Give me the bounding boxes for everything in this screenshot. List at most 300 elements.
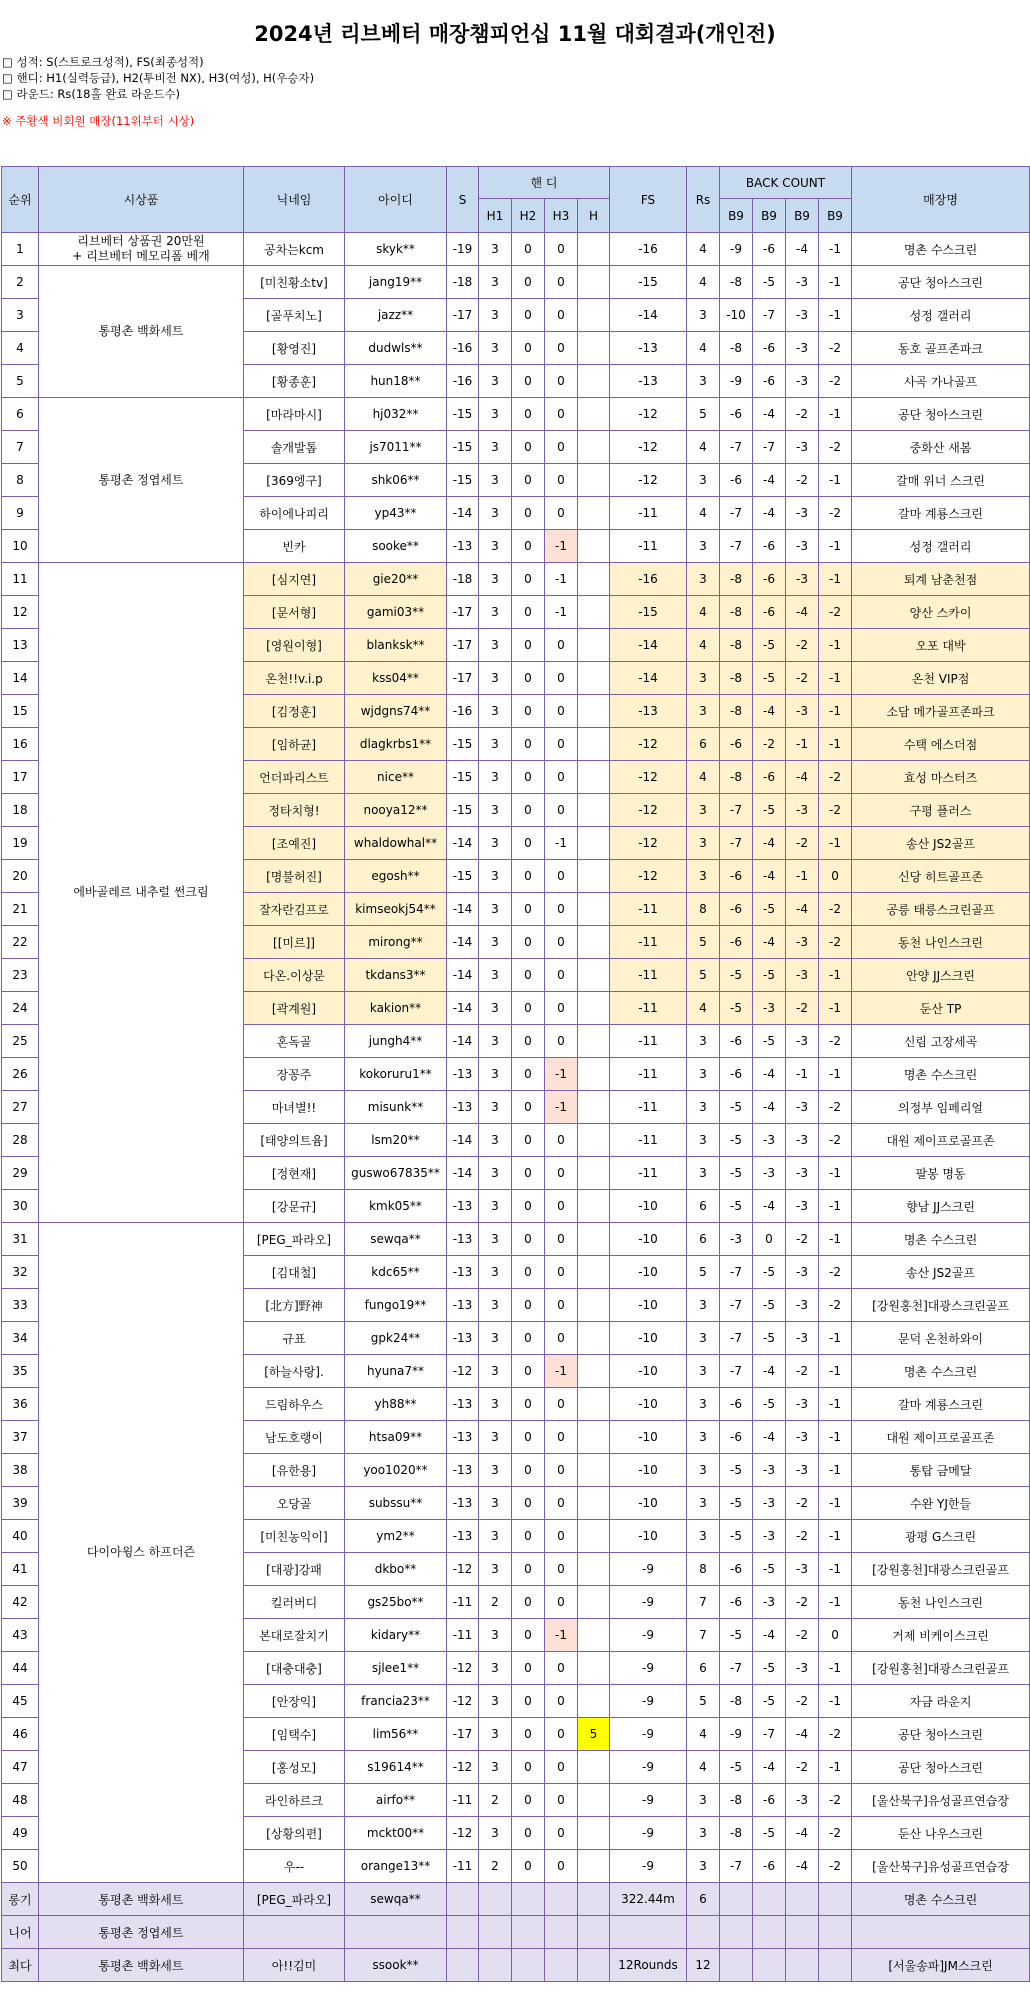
s-cell: -17: [447, 1718, 479, 1751]
fs-cell: -14: [610, 662, 687, 695]
b9-cell: -3: [786, 1091, 819, 1124]
prize-cell: 통평촌 백화세트: [39, 266, 244, 398]
table-row: [2, 233, 1030, 266]
h2-cell: 0: [512, 530, 545, 563]
store-cell: 송산 JS2골프: [852, 1256, 1030, 1289]
empty-cell: [578, 1949, 610, 1982]
table-row: [2, 1223, 1030, 1256]
empty-cell: [819, 1883, 852, 1916]
h3-cell: -1: [545, 563, 578, 596]
nickname-cell: 킬러버디: [244, 1586, 345, 1619]
store-cell: 의정부 임페리얼: [852, 1091, 1030, 1124]
fs-cell: -11: [610, 959, 687, 992]
b9-cell: -8: [720, 332, 753, 365]
h2-cell: 0: [512, 1454, 545, 1487]
id-cell: js7011**: [345, 431, 447, 464]
b9-cell: -2: [819, 365, 852, 398]
b9-cell: -1: [819, 1751, 852, 1784]
nickname-cell: [미친농익이]: [244, 1520, 345, 1553]
id-cell: fungo19**: [345, 1289, 447, 1322]
h-cell: [578, 563, 610, 596]
rank-cell: 13: [2, 629, 39, 662]
b9-cell: -1: [819, 398, 852, 431]
s-cell: -14: [447, 992, 479, 1025]
b9-cell: -2: [786, 1586, 819, 1619]
id-cell: gpk24**: [345, 1322, 447, 1355]
b9-cell: -2: [786, 992, 819, 1025]
h1-cell: 3: [479, 761, 512, 794]
nickname-cell: [영원이형]: [244, 629, 345, 662]
id-cell: subssu**: [345, 1487, 447, 1520]
h1-cell: 3: [479, 1256, 512, 1289]
note-rounds: □ 라운드: Rs(18홀 완료 라운드수): [2, 87, 181, 101]
id-cell: jazz**: [345, 299, 447, 332]
h3-cell: 0: [545, 1553, 578, 1586]
b9-cell: -1: [819, 1157, 852, 1190]
b9-cell: -5: [720, 1454, 753, 1487]
id-cell: gie20**: [345, 563, 447, 596]
h1-cell: 3: [479, 1124, 512, 1157]
nickname-cell: [임택수]: [244, 1718, 345, 1751]
s-cell: -13: [447, 1190, 479, 1223]
rs-cell: 3: [687, 1322, 720, 1355]
h-cell: [578, 860, 610, 893]
store-cell: 소담 메가골프존파크: [852, 695, 1030, 728]
fs-cell: -12: [610, 728, 687, 761]
s-cell: -14: [447, 1025, 479, 1058]
h-cell: [578, 1256, 610, 1289]
b9-cell: -6: [753, 530, 786, 563]
b9-cell: -1: [819, 629, 852, 662]
col-rank: 순위: [2, 167, 39, 233]
b9-cell: -2: [819, 1289, 852, 1322]
s-cell: -11: [447, 1784, 479, 1817]
b9-cell: -6: [720, 1586, 753, 1619]
store-cell: 효성 마스터즈: [852, 761, 1030, 794]
b9-cell: -1: [786, 860, 819, 893]
h-cell: [578, 1784, 610, 1817]
nickname-cell: 솔개발톱: [244, 431, 345, 464]
h1-cell: 3: [479, 926, 512, 959]
fs-cell: -10: [610, 1454, 687, 1487]
rs-cell: 4: [687, 1751, 720, 1784]
store-cell: [서울송파]JM스크린: [852, 1949, 1030, 1982]
empty-cell: [578, 1883, 610, 1916]
col-h: H: [578, 199, 610, 233]
fs-cell: -10: [610, 1355, 687, 1388]
b9-cell: -5: [753, 1553, 786, 1586]
id-cell: egosh**: [345, 860, 447, 893]
store-cell: 대원 제이프로골프존: [852, 1421, 1030, 1454]
b9-cell: -4: [786, 233, 819, 266]
b9-cell: -1: [819, 695, 852, 728]
rank-cell: 20: [2, 860, 39, 893]
h2-cell: 0: [512, 1124, 545, 1157]
store-cell: 둔산 나우스크린: [852, 1817, 1030, 1850]
nickname-cell: 다온.이상문: [244, 959, 345, 992]
b9-cell: -8: [720, 1817, 753, 1850]
rs-cell: 3: [687, 1091, 720, 1124]
s-cell: -13: [447, 530, 479, 563]
s-cell: -13: [447, 1223, 479, 1256]
h2-cell: 0: [512, 1520, 545, 1553]
rs-cell: 6: [687, 1190, 720, 1223]
s-cell: -13: [447, 1322, 479, 1355]
store-cell: 명촌 수스크린: [852, 1355, 1030, 1388]
h3-cell: 0: [545, 464, 578, 497]
b9-cell: -6: [720, 1421, 753, 1454]
rank-cell: 3: [2, 299, 39, 332]
nickname-cell: [대충대충]: [244, 1652, 345, 1685]
h-cell: [578, 596, 610, 629]
nickname-cell: [황종훈]: [244, 365, 345, 398]
b9-cell: -5: [753, 1256, 786, 1289]
b9-cell: -1: [819, 992, 852, 1025]
store-cell: 문덕 온천하와이: [852, 1322, 1030, 1355]
b9-cell: -2: [786, 1751, 819, 1784]
s-cell: -14: [447, 827, 479, 860]
h3-cell: 0: [545, 1586, 578, 1619]
nickname-cell: [北方]野神: [244, 1289, 345, 1322]
fs-cell: -15: [610, 266, 687, 299]
rank-cell: 27: [2, 1091, 39, 1124]
nickname-cell: [상황의편]: [244, 1817, 345, 1850]
h-cell: [578, 266, 610, 299]
h-cell: [578, 530, 610, 563]
rank-cell: 25: [2, 1025, 39, 1058]
rank-cell: 7: [2, 431, 39, 464]
b9-cell: -5: [753, 662, 786, 695]
s-cell: -17: [447, 596, 479, 629]
h3-cell: 0: [545, 794, 578, 827]
nickname-cell: 온천!!v.i.p: [244, 662, 345, 695]
store-cell: 수완 YJ한들: [852, 1487, 1030, 1520]
h2-cell: 0: [512, 596, 545, 629]
b9-cell: -3: [786, 563, 819, 596]
s-cell: -15: [447, 761, 479, 794]
b9-cell: -4: [753, 1619, 786, 1652]
b9-cell: -5: [753, 1652, 786, 1685]
h1-cell: 3: [479, 1553, 512, 1586]
col-h1: H1: [479, 199, 512, 233]
col-nickname: 닉네임: [244, 167, 345, 233]
nickname-cell: 정타치형!: [244, 794, 345, 827]
store-cell: 갈매 위너 스크린: [852, 464, 1030, 497]
h1-cell: 3: [479, 1322, 512, 1355]
nickname-cell: 공차는kcm: [244, 233, 345, 266]
b9-cell: -3: [753, 1586, 786, 1619]
rank-cell: 50: [2, 1850, 39, 1883]
id-cell: gami03**: [345, 596, 447, 629]
h3-cell: 0: [545, 1685, 578, 1718]
b9-cell: -2: [786, 629, 819, 662]
h3-cell: 0: [545, 1124, 578, 1157]
empty-cell: [512, 1949, 545, 1982]
nickname-cell: [김대철]: [244, 1256, 345, 1289]
nickname-cell: 드림하우스: [244, 1388, 345, 1421]
fs-cell: -10: [610, 1289, 687, 1322]
b9-cell: -3: [786, 1784, 819, 1817]
b9-cell: -7: [720, 431, 753, 464]
col-fs: FS: [610, 167, 687, 233]
h-cell: [578, 1091, 610, 1124]
id-cell: kss04**: [345, 662, 447, 695]
rank-cell: 4: [2, 332, 39, 365]
b9-cell: -4: [786, 761, 819, 794]
results-table: [1, 166, 1030, 1982]
h2-cell: 0: [512, 563, 545, 596]
store-cell: 향남 JJ스크린: [852, 1190, 1030, 1223]
b9-cell: -4: [753, 860, 786, 893]
b9-cell: -6: [720, 860, 753, 893]
b9-cell: -6: [753, 761, 786, 794]
store-cell: 공단 청아스크린: [852, 266, 1030, 299]
b9-cell: -8: [720, 629, 753, 662]
rank-cell: 5: [2, 365, 39, 398]
h1-cell: 2: [479, 1784, 512, 1817]
h3-cell: 0: [545, 662, 578, 695]
b9-cell: -5: [753, 794, 786, 827]
h1-cell: 3: [479, 629, 512, 662]
fs-cell: -12: [610, 827, 687, 860]
h1-cell: 3: [479, 530, 512, 563]
h3-cell: 0: [545, 398, 578, 431]
h-cell: [578, 1190, 610, 1223]
table-row: [2, 266, 1030, 299]
id-cell: ym2**: [345, 1520, 447, 1553]
b9-cell: -5: [720, 1124, 753, 1157]
h-cell: [578, 1751, 610, 1784]
id-cell: misunk**: [345, 1091, 447, 1124]
fs-cell: -13: [610, 332, 687, 365]
rs-cell: 3: [687, 530, 720, 563]
h-cell: [578, 794, 610, 827]
b9-cell: -1: [819, 1388, 852, 1421]
h1-cell: 3: [479, 794, 512, 827]
s-cell: -18: [447, 563, 479, 596]
b9-cell: -7: [720, 1355, 753, 1388]
b9-cell: -2: [786, 1487, 819, 1520]
id-cell: blanksk**: [345, 629, 447, 662]
rs-cell: 3: [687, 365, 720, 398]
b9-cell: -4: [753, 398, 786, 431]
h-cell: [578, 1025, 610, 1058]
h-cell: [578, 1817, 610, 1850]
store-cell: 명촌 수스크린: [852, 1223, 1030, 1256]
b9-cell: -3: [753, 992, 786, 1025]
b9-cell: -1: [819, 530, 852, 563]
rs-cell: 4: [687, 233, 720, 266]
store-cell: [울산북구]유성골프연습장: [852, 1784, 1030, 1817]
h3-cell: -1: [545, 530, 578, 563]
h-cell: [578, 761, 610, 794]
rank-cell: 31: [2, 1223, 39, 1256]
nickname-cell: [유한용]: [244, 1454, 345, 1487]
rs-cell: 6: [687, 1652, 720, 1685]
rank-cell: 42: [2, 1586, 39, 1619]
h2-cell: 0: [512, 464, 545, 497]
b9-cell: -5: [720, 1091, 753, 1124]
rs-cell: 6: [687, 728, 720, 761]
b9-cell: -3: [753, 1157, 786, 1190]
store-cell: 사곡 가나골프: [852, 365, 1030, 398]
s-cell: -14: [447, 893, 479, 926]
b9-cell: -1: [819, 266, 852, 299]
empty-cell: [720, 1949, 753, 1982]
b9-cell: -5: [720, 1751, 753, 1784]
b9-cell: -8: [720, 662, 753, 695]
h1-cell: 3: [479, 497, 512, 530]
s-cell: -11: [447, 1619, 479, 1652]
col-rs: Rs: [687, 167, 720, 233]
b9-cell: -8: [720, 596, 753, 629]
b9-cell: -5: [753, 629, 786, 662]
nickname-cell: [홍성모]: [244, 1751, 345, 1784]
b9-cell: -1: [819, 1685, 852, 1718]
store-cell: 둔산 TP: [852, 992, 1030, 1025]
rank-cell: 17: [2, 761, 39, 794]
h1-cell: 3: [479, 1025, 512, 1058]
id-cell: kdc65**: [345, 1256, 447, 1289]
h1-cell: 3: [479, 1157, 512, 1190]
b9-cell: -3: [786, 1388, 819, 1421]
h3-cell: 0: [545, 893, 578, 926]
b9-cell: -7: [720, 1256, 753, 1289]
b9-cell: -6: [720, 464, 753, 497]
h2-cell: 0: [512, 233, 545, 266]
h1-cell: 2: [479, 1850, 512, 1883]
nickname-cell: [정현재]: [244, 1157, 345, 1190]
id-cell: yoo1020**: [345, 1454, 447, 1487]
store-cell: 신당 히트골프존: [852, 860, 1030, 893]
s-cell: -13: [447, 1289, 479, 1322]
id-cell: nooya12**: [345, 794, 447, 827]
h1-cell: 3: [479, 827, 512, 860]
b9-cell: -2: [819, 1025, 852, 1058]
b9-cell: -4: [786, 1817, 819, 1850]
fs-cell: -11: [610, 1124, 687, 1157]
b9-cell: -1: [819, 728, 852, 761]
rs-cell: 12: [687, 1949, 720, 1982]
s-cell: -13: [447, 1487, 479, 1520]
empty-cell: [447, 1916, 479, 1949]
h3-cell: 0: [545, 1817, 578, 1850]
h2-cell: 0: [512, 728, 545, 761]
s-cell: -17: [447, 662, 479, 695]
nickname-cell: 우--: [244, 1850, 345, 1883]
fs-cell: 12Rounds: [610, 1949, 687, 1982]
nickname-cell: 장꽁주: [244, 1058, 345, 1091]
rank-cell: 14: [2, 662, 39, 695]
fs-cell: -9: [610, 1619, 687, 1652]
s-cell: -15: [447, 464, 479, 497]
empty-cell: [819, 1916, 852, 1949]
h2-cell: 0: [512, 1784, 545, 1817]
b9-cell: -1: [786, 728, 819, 761]
rank-cell: 45: [2, 1685, 39, 1718]
id-cell: dlagkrbs1**: [345, 728, 447, 761]
id-cell: guswo67835**: [345, 1157, 447, 1190]
h-cell: [578, 1487, 610, 1520]
store-cell: 동호 골프존파크: [852, 332, 1030, 365]
nickname-cell: [PEG_파라오]: [244, 1883, 345, 1916]
h1-cell: 3: [479, 1685, 512, 1718]
h2-cell: 0: [512, 1289, 545, 1322]
empty-cell: [786, 1916, 819, 1949]
s-cell: -12: [447, 1817, 479, 1850]
nickname-cell: 남도호랭이: [244, 1421, 345, 1454]
awards-body: [2, 1883, 1030, 1982]
h3-cell: 0: [545, 1454, 578, 1487]
s-cell: -14: [447, 959, 479, 992]
h2-cell: 0: [512, 1223, 545, 1256]
prize-cell: 리브베터 상품권 20만원 + 리브베터 메모리폼 베개: [39, 233, 244, 266]
empty-cell: [786, 1949, 819, 1982]
fs-cell: -11: [610, 893, 687, 926]
b9-cell: -2: [786, 398, 819, 431]
fs-cell: -11: [610, 1091, 687, 1124]
fs-cell: -11: [610, 1025, 687, 1058]
h-cell: [578, 695, 610, 728]
rs-cell: 3: [687, 1124, 720, 1157]
rank-cell: 1: [2, 233, 39, 266]
fs-cell: [610, 1916, 687, 1949]
h3-cell: -1: [545, 1091, 578, 1124]
nickname-cell: [안장익]: [244, 1685, 345, 1718]
h1-cell: 3: [479, 398, 512, 431]
h2-cell: 0: [512, 1322, 545, 1355]
h3-cell: -1: [545, 1058, 578, 1091]
b9-cell: -2: [819, 794, 852, 827]
h-cell: [578, 1652, 610, 1685]
b9-cell: -1: [819, 1223, 852, 1256]
fs-cell: -11: [610, 992, 687, 1025]
store-cell: [강원홍천]대광스크린골프: [852, 1553, 1030, 1586]
b9-cell: -3: [753, 1520, 786, 1553]
rs-cell: 4: [687, 497, 720, 530]
h-cell: [578, 1421, 610, 1454]
h1-cell: 3: [479, 1223, 512, 1256]
empty-cell: [479, 1949, 512, 1982]
s-cell: -13: [447, 1256, 479, 1289]
b9-cell: -5: [753, 1025, 786, 1058]
h3-cell: 0: [545, 959, 578, 992]
fs-cell: -11: [610, 1058, 687, 1091]
h1-cell: 3: [479, 1817, 512, 1850]
rank-cell: 46: [2, 1718, 39, 1751]
col-h2: H2: [512, 199, 545, 233]
h-cell: [578, 299, 610, 332]
s-cell: -18: [447, 266, 479, 299]
b9-cell: -2: [819, 431, 852, 464]
rs-cell: 7: [687, 1619, 720, 1652]
id-cell: sewqa**: [345, 1883, 447, 1916]
b9-cell: -5: [753, 893, 786, 926]
b9-cell: -2: [786, 464, 819, 497]
h-cell: [578, 1388, 610, 1421]
rank-cell: 11: [2, 563, 39, 596]
b9-cell: -3: [753, 1124, 786, 1157]
rank-cell: 10: [2, 530, 39, 563]
empty-cell: [512, 1883, 545, 1916]
prize-cell: 통평촌 정엽세트: [39, 398, 244, 563]
rank-cell: 34: [2, 1322, 39, 1355]
id-cell: nice**: [345, 761, 447, 794]
h1-cell: 3: [479, 1388, 512, 1421]
h1-cell: 3: [479, 662, 512, 695]
h1-cell: 3: [479, 1751, 512, 1784]
rs-cell: 3: [687, 1025, 720, 1058]
